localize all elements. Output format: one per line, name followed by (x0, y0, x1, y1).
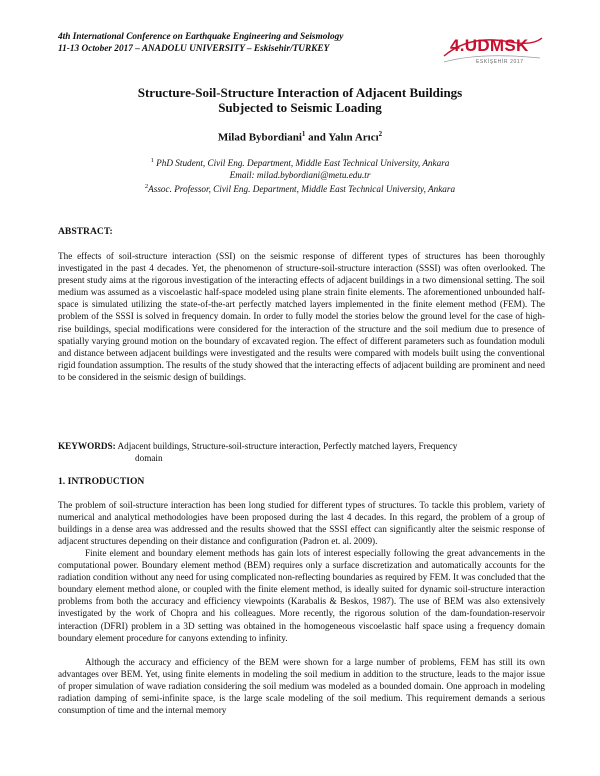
affiliation-2 (0, 183, 600, 194)
abstract-text: The effects of soil-structure interaction (SSI) on the seismic response of different types of structures has been thoroughly investigated in the past 4 decades. Yet, the phenomenon of structure-soil-structure interaction (SSSI) was often overlooked. The present study aims at the rigorous investigation of the interacting effects of adjacent buildings in a two dimensional setting. The soil medium was assumed as a viscoelastic half-space modeled using plane strain finite elements. The aforementioned unbounded half-space is simulated utilizing the state-of-the-art perfectly matched layers implemented in the finite element method (FEM). The problem of the SSSI is solved in frequency domain. In order to fully model the stories below the ground level for the case of high-rise buildings, special modifications were considered for the interaction of the structure and the soil medium due to presence of spatially varying ground motion on the boundary of excavated region. The effect of different parameters such as foundation moduli and distance between adjacent buildings were investigated and the results were compared with models built using the conventional rigid foundation assumption. The results of the study showed that the interacting effects of adjacent building are prominent and need to be considered in the seismic design of buildings. (58, 251, 545, 382)
intro-paragraph-2: Finite element and boundary element methods has gain lots of interest especially following the great advancements in the computational power. Boundary element method (BEM) requires only a surface discretization and automatically accounts for the radiation condition without any need for using complicated non-reflecting boundaries as required by FEM. It was concluded that the boundary element method alone, or coupled with the finite element method, is ideally suited for dynamic soil-structure interaction problems from both the accuracy and efficiency viewpoints (Karabalis & Beskos, 1987). The use of BEM was also extensively investigated by the work of Chopra and his colleagues. More recently, the rigorous solution of the dam-foundation-reservoir interaction (DFRI) problem in a 3D setting was obtained in the homogeneous viscoelastic half space using a frequency domain boundary element procedure for canyons extending to infinity. (58, 548, 545, 643)
author-1: Milad Bybordiani (217, 131, 302, 144)
author-list (0, 130, 600, 144)
keywords (58, 440, 545, 464)
affiliation-1 (0, 157, 600, 168)
keywords-text-2: domain (135, 453, 163, 464)
aff-2-text: Assoc. Professor, Civil Eng. Department, Middle East Technical University, Ankara (148, 184, 456, 195)
keywords-text-1: Adjacent buildings, Structure-soil-structure interaction, Perfectly matched layers, Frequency (117, 441, 458, 451)
intro-paragraph-3: Although the accuracy and efficiency of the BEM were shown for a large number of problems, FEM has still its own advantages over BEM. Yet, using finite elements in modeling the soil medium in addition to the structure, leads to the major issue of proper simulation of wave radiation considering the soil medium was modeled as a bounded domain. One approach in modeling radiation damping of semi-infinite space, is the large scale modeling of the soil medium. This requirement demands a serious consumption of time and the internal memory (58, 657, 545, 716)
logo-subtext: ESKİŞEHİR 2017 (476, 59, 524, 65)
section-heading-introduction: 1. INTRODUCTION (58, 476, 145, 487)
paper-title-line-2: Subjected to Seismic Loading (218, 100, 382, 115)
abstract-heading: ABSTRACT: (58, 226, 113, 237)
keywords-label: KEYWORDS: (58, 441, 116, 451)
paper-title-line-1: Structure-Soil-Structure Interaction of Adjacent Buildings (137, 85, 463, 100)
conference-header (58, 31, 343, 55)
author-1-sup: 1 (301, 130, 306, 138)
author-2-sup: 2 (378, 130, 383, 138)
conference-line-1: 4th International Conference on Earthquake Engineering and Seismology (58, 32, 344, 42)
aff-2-sup: 2 (144, 183, 149, 190)
logo-text: 4.UDMSK (450, 36, 529, 55)
intro-paragraph-1: The problem of soil-structure interaction has been long studied for different types of structures. To tackle this problem, variety of numerical and analytical methodologies have been proposed during the last 4 decades. In this regard, the problem of a group of buildings in a dense area was addressed and the results showed that the SSSI effect can significantly alter the seismic response of adjacent structures depending on their distance and configuration (Padron et. al. 2009). (58, 500, 545, 547)
aff-1-text: PhD Student, Civil Eng. Department, Middle East Technical University, Ankara (156, 158, 450, 169)
author-2: and Yalın Arıcı (308, 131, 379, 144)
author-email: Email: milad.bybordiani@metu.edu.tr (229, 170, 371, 180)
conference-logo (440, 32, 546, 70)
aff-1-sup: 1 (150, 157, 154, 164)
conference-line-2: 11-13 October 2017 – ANADOLU UNIVERSITY – Eskisehir/TURKEY (58, 44, 330, 54)
